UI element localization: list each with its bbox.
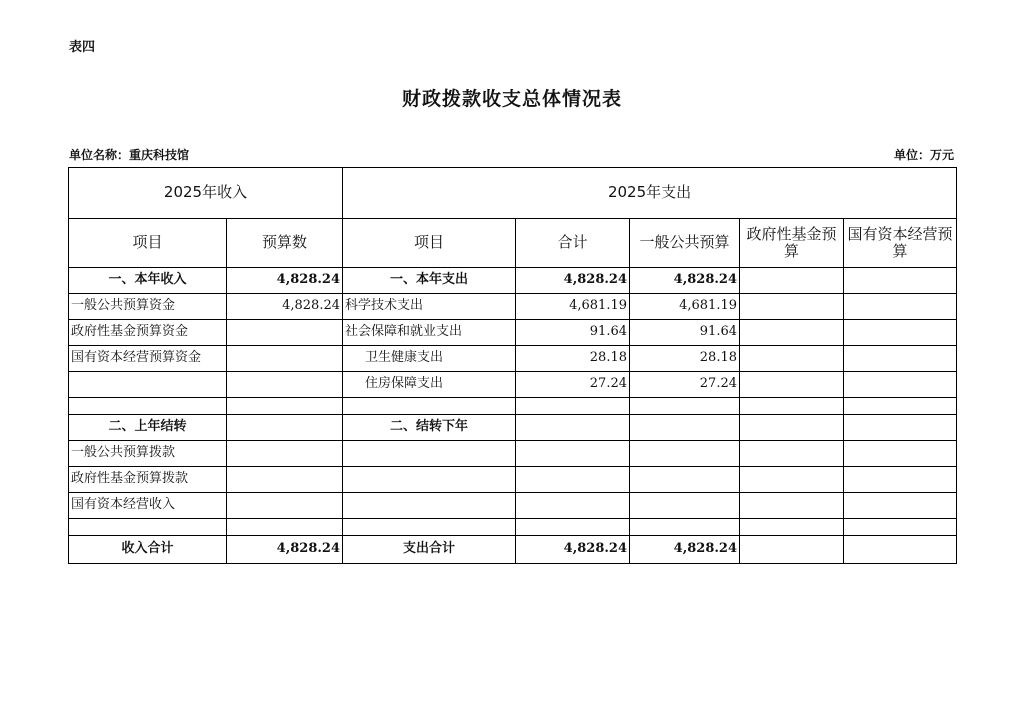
table-row	[69, 519, 957, 536]
expense-total-label: 支出合计	[343, 536, 516, 564]
state-capital-cell	[844, 372, 957, 398]
gov-fund-cell	[740, 493, 844, 519]
state-capital-header: 国有资本经营预算	[844, 219, 957, 268]
income-value-cell	[227, 519, 343, 536]
gov-fund-cell	[740, 467, 844, 493]
expense-item-cell	[343, 398, 516, 415]
income-item-header: 项目	[69, 219, 227, 268]
table-row	[69, 467, 957, 493]
income-item-cell: 政府性基金预算资金	[69, 320, 227, 346]
table-row	[69, 346, 957, 372]
general-budget-cell	[630, 441, 740, 467]
expense-item-cell: 社会保障和就业支出	[343, 320, 516, 346]
expense-item-cell: 住房保障支出	[343, 372, 516, 398]
gov-fund-cell	[740, 372, 844, 398]
total-header: 合计	[516, 219, 630, 268]
header-row-groups	[69, 168, 957, 219]
income-value-cell	[227, 441, 343, 467]
unit-name-label: 单位名称：重庆科技馆	[69, 148, 190, 162]
income-value-cell: 4,828.24	[227, 294, 343, 320]
income-item-cell: 一、本年收入	[69, 268, 227, 294]
income-value-cell	[227, 493, 343, 519]
table-row	[69, 372, 957, 398]
expense-item-cell: 科学技术支出	[343, 294, 516, 320]
table-number: 表四	[69, 40, 96, 55]
table-row	[69, 294, 957, 320]
total-cell	[516, 441, 630, 467]
general-budget-cell	[630, 519, 740, 536]
income-item-cell: 一般公共预算拨款	[69, 441, 227, 467]
income-item-cell	[69, 372, 227, 398]
general-budget-cell: 27.24	[630, 372, 740, 398]
gov-fund-cell	[740, 294, 844, 320]
table-row	[69, 493, 957, 519]
gov-fund-cell	[740, 320, 844, 346]
income-item-cell: 政府性基金预算拨款	[69, 467, 227, 493]
general-budget-cell	[630, 493, 740, 519]
income-budget-header: 预算数	[227, 219, 343, 268]
income-value-cell	[227, 320, 343, 346]
table-row	[69, 320, 957, 346]
total-cell: 4,828.24	[516, 268, 630, 294]
state-capital-cell	[844, 493, 957, 519]
general-budget-header: 一般公共预算	[630, 219, 740, 268]
state-capital-cell	[844, 294, 957, 320]
total-cell	[516, 398, 630, 415]
income-value-cell	[227, 415, 343, 441]
header-row-columns	[69, 219, 957, 268]
income-item-cell	[69, 519, 227, 536]
expense-group-header: 2025年支出	[343, 168, 957, 219]
state-capital-cell	[844, 441, 957, 467]
totals-row	[69, 536, 957, 564]
total-cell: 27.24	[516, 372, 630, 398]
total-cell	[516, 519, 630, 536]
state-capital-cell	[844, 268, 957, 294]
table-row	[69, 398, 957, 415]
income-value-cell	[227, 372, 343, 398]
total-cell	[516, 415, 630, 441]
gov-fund-cell	[740, 415, 844, 441]
total-cell: 91.64	[516, 320, 630, 346]
table-row	[69, 441, 957, 467]
general-budget-cell: 4,828.24	[630, 268, 740, 294]
expense-item-cell	[343, 493, 516, 519]
table-row	[69, 268, 957, 294]
general-budget-cell	[630, 415, 740, 441]
expense-item-cell: 一、本年支出	[343, 268, 516, 294]
gov-fund-header: 政府性基金预算	[740, 219, 844, 268]
state-capital-cell	[844, 320, 957, 346]
income-item-cell	[69, 398, 227, 415]
total-cell	[516, 493, 630, 519]
general-budget-cell	[630, 467, 740, 493]
state-capital-total	[844, 536, 957, 564]
gov-fund-cell	[740, 398, 844, 415]
total-cell: 28.18	[516, 346, 630, 372]
table-row	[69, 415, 957, 441]
income-value-cell	[227, 398, 343, 415]
income-item-cell: 国有资本经营预算资金	[69, 346, 227, 372]
expense-item-header: 项目	[343, 219, 516, 268]
expense-total-value: 4,828.24	[516, 536, 630, 564]
total-cell: 4,681.19	[516, 294, 630, 320]
income-value-cell: 4,828.24	[227, 268, 343, 294]
general-budget-cell: 28.18	[630, 346, 740, 372]
general-budget-cell	[630, 398, 740, 415]
expense-item-cell	[343, 467, 516, 493]
general-budget-total: 4,828.24	[630, 536, 740, 564]
gov-fund-cell	[740, 268, 844, 294]
total-cell	[516, 467, 630, 493]
budget-table	[68, 167, 957, 564]
expense-item-cell: 卫生健康支出	[343, 346, 516, 372]
state-capital-cell	[844, 467, 957, 493]
state-capital-cell	[844, 398, 957, 415]
gov-fund-cell	[740, 441, 844, 467]
state-capital-cell	[844, 415, 957, 441]
state-capital-cell	[844, 519, 957, 536]
income-value-cell	[227, 346, 343, 372]
gov-fund-cell	[740, 519, 844, 536]
income-group-header: 2025年收入	[69, 168, 343, 219]
currency-unit-label: 单位：万元	[893, 148, 954, 162]
gov-fund-total	[740, 536, 844, 564]
income-item-cell: 二、上年结转	[69, 415, 227, 441]
gov-fund-cell	[740, 346, 844, 372]
income-total-label: 收入合计	[69, 536, 227, 564]
document-title: 财政拨款收支总体情况表	[401, 88, 622, 110]
income-total-value: 4,828.24	[227, 536, 343, 564]
income-item-cell: 国有资本经营收入	[69, 493, 227, 519]
general-budget-cell: 91.64	[630, 320, 740, 346]
income-value-cell	[227, 467, 343, 493]
general-budget-cell: 4,681.19	[630, 294, 740, 320]
expense-item-cell: 二、结转下年	[343, 415, 516, 441]
income-item-cell: 一般公共预算资金	[69, 294, 227, 320]
expense-item-cell	[343, 519, 516, 536]
state-capital-cell	[844, 346, 957, 372]
expense-item-cell	[343, 441, 516, 467]
